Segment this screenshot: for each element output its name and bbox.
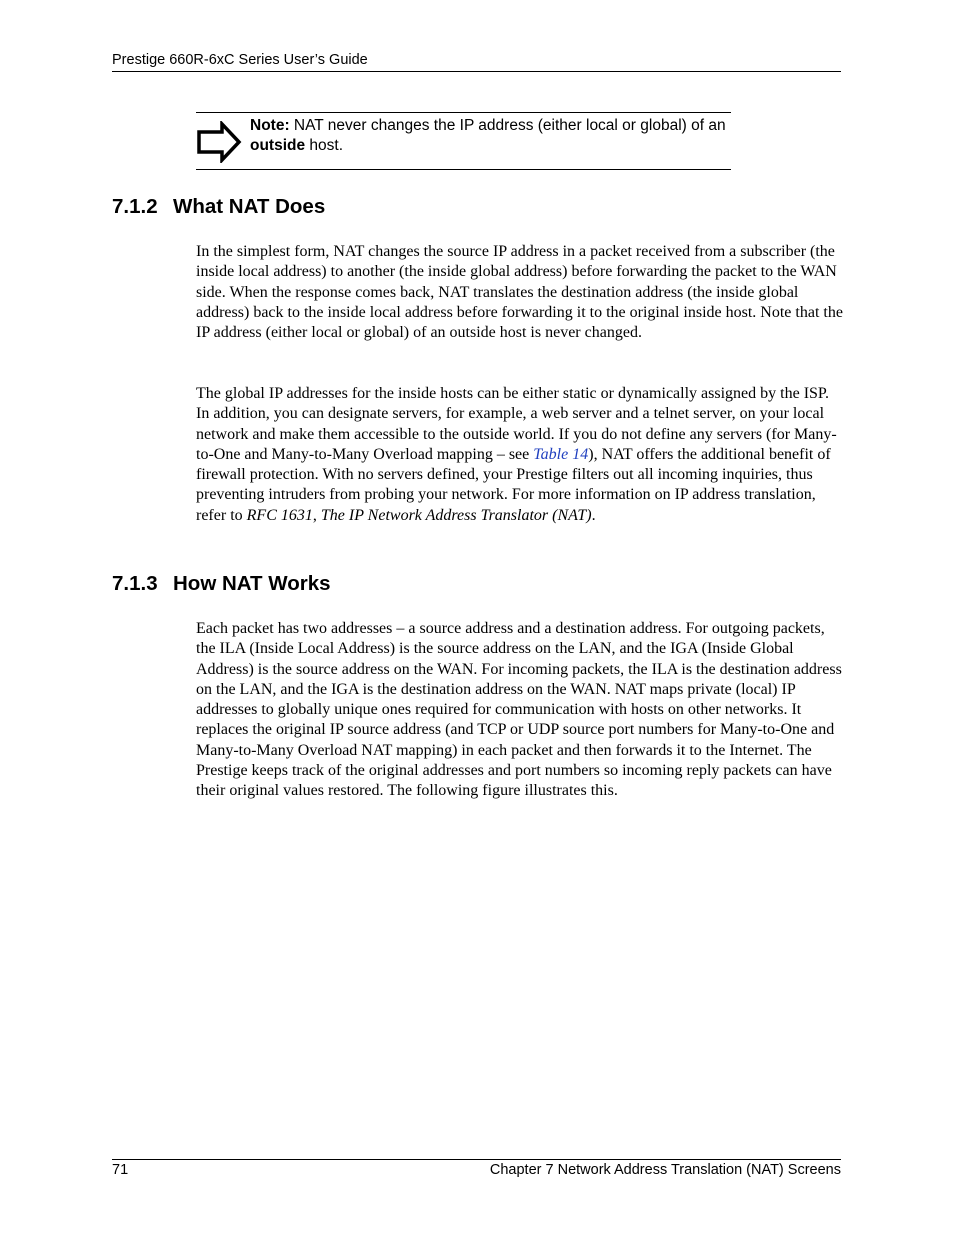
paragraph [196,384,846,526]
note-text-before: NAT never changes the IP address (either local or global) of an [289,117,726,134]
footer-divider [112,1159,841,1160]
section-title: How NAT Works [173,572,331,595]
paragraph-text: . [591,506,596,524]
page-number: 71 [112,1162,129,1178]
table-14-link[interactable]: Table 14 [533,445,589,463]
header-divider [112,71,841,72]
paragraph: In the simplest form, NAT changes the source IP address in a packet received from a subscriber (the inside local address) to another (the inside global address) before forwarding the packet to the WAN side. When the response comes back, NAT translates the destination address (the inside global address) back to the inside local address before forwarding it to the original inside host. Note that the IP address (either local or global) of an outside host is never changed. [196,243,843,342]
note-text [250,116,732,156]
paragraph-text: The global IP addresses for the inside hosts can be either static or dynamically assigned by the ISP. In addition, you can designate servers, for example, a web server and a telnet server, on your local network and make them accessible to the outside world. If you do not define any servers (for Many-to-One and Many-to-Many Overload mapping – see [196,385,837,463]
paragraph-text: ), NAT offers the additional benefit of firewall protection. With no servers defined, your Prestige filters out all incoming inquiries, thus preventing intruders from probing your network. For more information on IP address translation, refer to [196,445,831,524]
note-emphasis: outside [250,137,306,154]
paragraph: Each packet has two addresses – a source address and a destination address. For outgoing packets, the ILA (Inside Local Address) is the source address on the LAN, and the IGA (Inside Global Address) is the source address on the WAN. For incoming packets, the ILA is the destination address on the LAN, and the IGA is the destination address on the WAN. NAT maps private (local) IP addresses to globally unique ones required for communication with hosts on other networks. It replaces the original IP source address (and TCP or UDP source port numbers for Many-to-One and Many-to-Many Overload NAT mapping) in each packet and then forwards it to the Internet. The Prestige keeps track of the original addresses and port numbers so incoming reply packets can have their original values restored. The following figure illustrates this. [196,620,842,800]
paragraph-text: , [312,506,321,524]
right-arrow-icon [196,121,244,163]
note-text-after: host. [305,137,344,154]
section-heading-how-nat-works [112,572,331,596]
section-heading-what-nat-does [112,195,325,219]
rfc-reference: RFC 1631 [246,506,313,524]
rfc-title: The IP Network Address Translator (NAT) [320,506,592,524]
note-label: Note: [250,117,290,134]
section-number: 7.1.3 [112,572,158,595]
chapter-title: Chapter 7 Network Address Translation (NAT) Screens [489,1162,841,1178]
note-callout [196,112,731,170]
section-number: 7.1.2 [112,195,158,218]
running-header-title: Prestige 660R-6xC Series User’s Guide [112,52,368,68]
section-title: What NAT Does [173,195,326,218]
